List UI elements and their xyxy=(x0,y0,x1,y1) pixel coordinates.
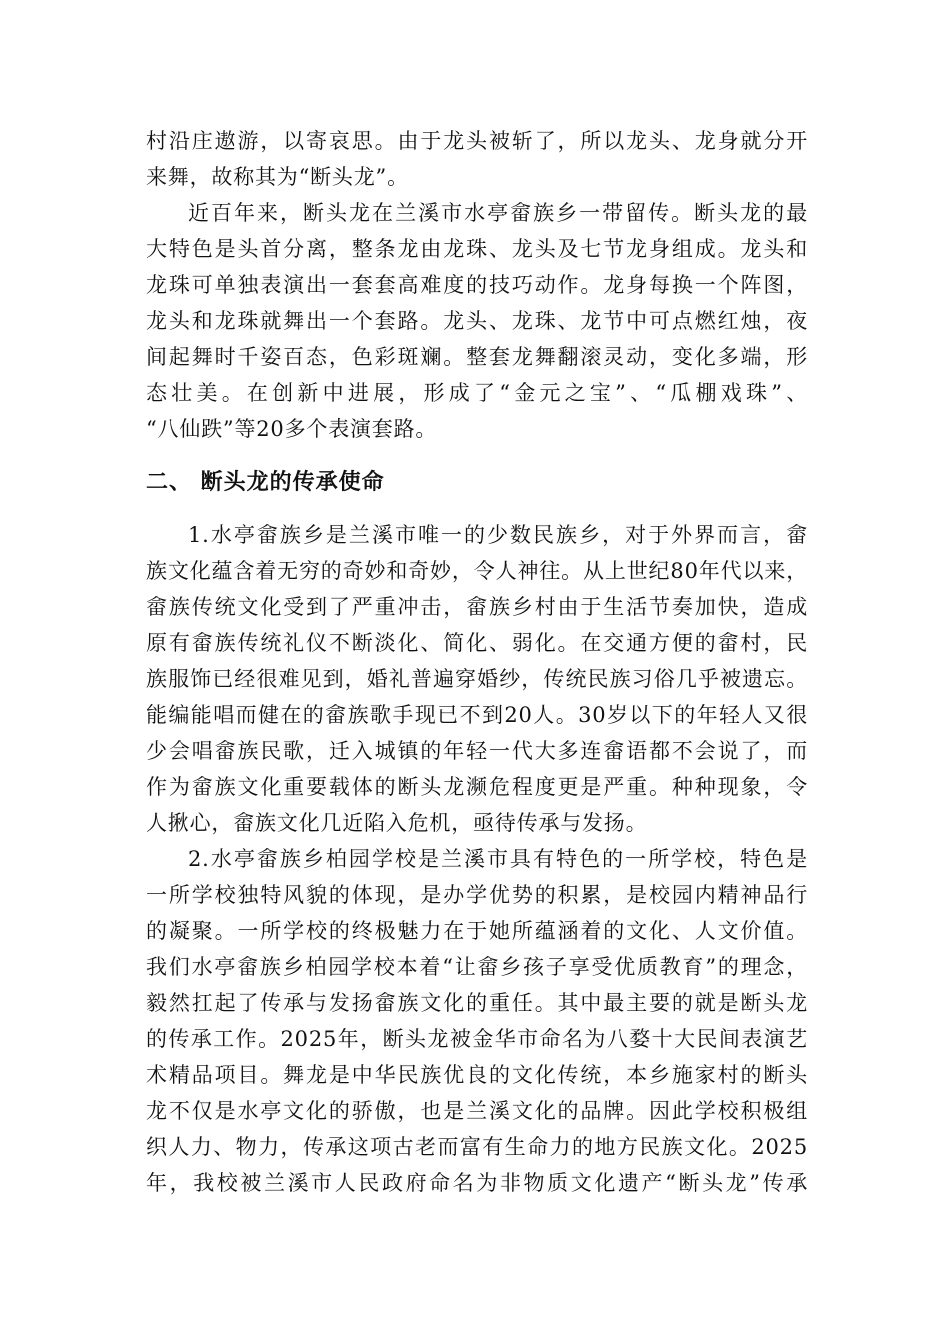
text-line: 年，我校被兰溪市人民政府命名为非物质文化遗产“断头龙”传承 xyxy=(146,1171,808,1195)
text-line: 织人力、物力，传承这项古老而富有生命力的地方民族文化。2025 xyxy=(146,1135,808,1159)
text-line: 来舞，故称其为“断头龙”。 xyxy=(146,165,409,189)
text-line: 少会唱畲族民歌，迁入城镇的年轻一代大多连畲语都不会说了，而 xyxy=(146,739,808,763)
text-line: 作为畲族文化重要载体的断头龙濒危程度更是严重。种种现象，令 xyxy=(146,775,808,799)
text-line: 能编能唱而健在的畲族歌手现已不到20人。30岁以下的年轻人又很 xyxy=(146,703,808,727)
text-line: 1.水亭畲族乡是兰溪市唯一的少数民族乡，对于外界而言，畲 xyxy=(188,523,808,547)
text-line: 近百年来，断头龙在兰溪市水亭畲族乡一带留传。断头龙的最 xyxy=(188,201,808,225)
text-line: 术精品项目。舞龙是中华民族优良的文化传统，本乡施家村的断头 xyxy=(146,1063,808,1087)
text-line: 态壮美。在创新中进展，形成了“金元之宝”、“瓜棚戏珠”、 xyxy=(146,381,808,405)
text-line: 畲族传统文化受到了严重冲击，畲族乡村由于生活节奏加快，造成 xyxy=(146,595,808,619)
paragraph-3 xyxy=(146,517,808,841)
text-line: 族服饰已经很难见到，婚礼普遍穿婚纱，传统民族习俗几乎被遗忘。 xyxy=(146,667,808,691)
text-line: 龙不仅是水亭文化的骄傲，也是兰溪文化的品牌。因此学校积极组 xyxy=(146,1099,808,1123)
text-line: 原有畲族传统礼仪不断淡化、简化、弱化。在交通方便的畲村，民 xyxy=(146,631,808,655)
text-line: 一所学校独特风貌的体现，是办学优势的积累，是校园内精神品行 xyxy=(146,883,808,907)
section-heading: 二、 断头龙的传承使命 xyxy=(146,470,385,495)
text-line: 大特色是头首分离，整条龙由龙珠、龙头及七节龙身组成。龙头和 xyxy=(146,237,808,261)
text-line: 我们水亭畲族乡柏园学校本着“让畲乡孩子享受优质教育”的理念， xyxy=(146,955,808,979)
text-line: 毅然扛起了传承与发扬畲族文化的重任。其中最主要的就是断头龙 xyxy=(146,991,808,1015)
text-line: “八仙跌”等20多个表演套路。 xyxy=(146,417,438,441)
text-line: 间起舞时千姿百态，色彩斑斓。整套龙舞翻滚灵动，变化多端，形 xyxy=(146,345,808,369)
paragraph-2 xyxy=(146,195,808,447)
text-line: 2.水亭畲族乡柏园学校是兰溪市具有特色的一所学校，特色是 xyxy=(188,847,808,871)
text-line: 的凝聚。一所学校的终极魅力在于她所蕴涵着的文化、人文价值。 xyxy=(146,919,808,943)
text-line: 族文化蕴含着无穷的奇妙和奇妙，令人神往。从上世纪80年代以来， xyxy=(146,559,808,583)
text-line: 的传承工作。2025年，断头龙被金华市命名为八婺十大民间表演艺 xyxy=(146,1027,808,1051)
text-line: 人揪心，畲族文化几近陷入危机，亟待传承与发扬。 xyxy=(146,811,648,835)
text-line: 龙头和龙珠就舞出一个套路。龙头、龙珠、龙节中可点燃红烛，夜 xyxy=(146,309,808,333)
text-line: 龙珠可单独表演出一套套高难度的技巧动作。龙身每换一个阵图， xyxy=(146,273,808,297)
paragraph-1 xyxy=(146,123,808,195)
text-line: 村沿庄遨游，以寄哀思。由于龙头被斩了，所以龙头、龙身就分开 xyxy=(146,129,808,153)
paragraph-4 xyxy=(146,841,808,1201)
